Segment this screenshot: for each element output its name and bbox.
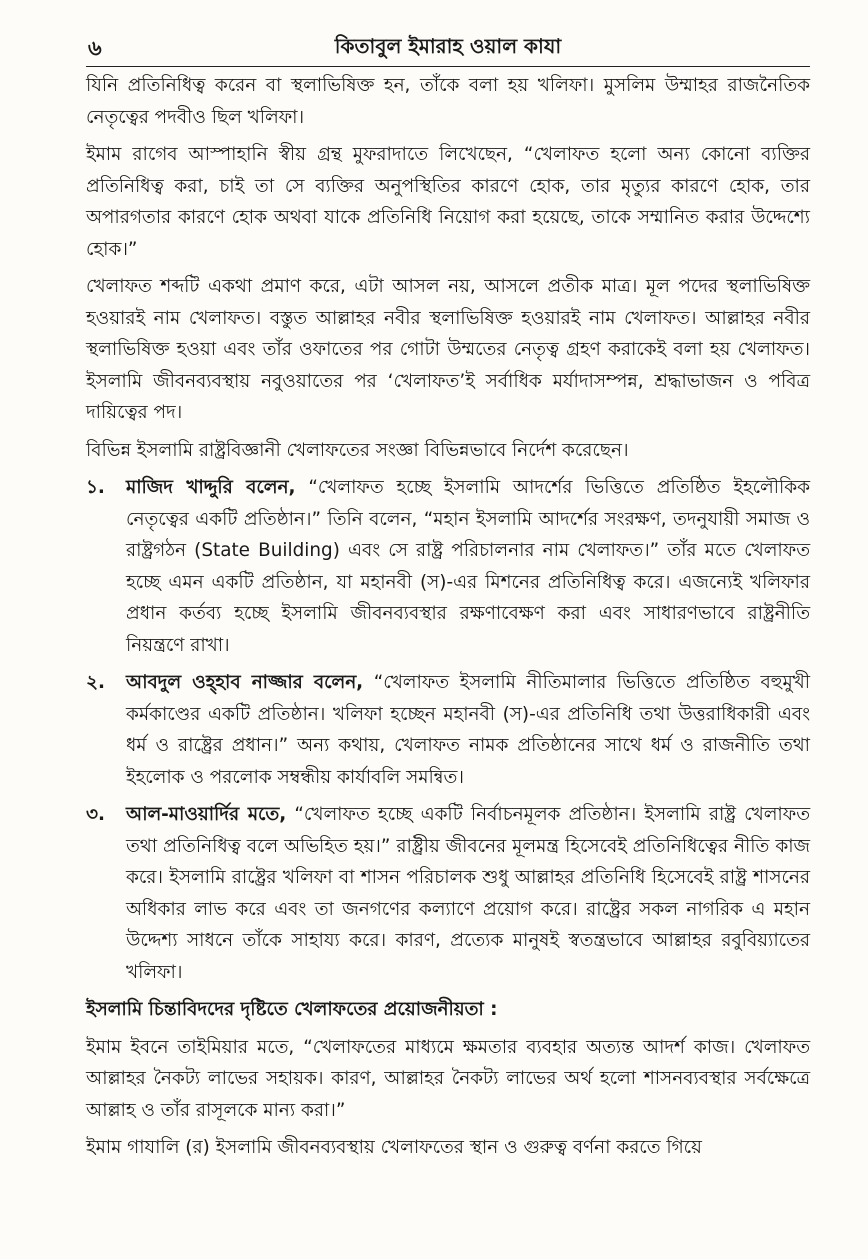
list-item-number: ২. (86, 672, 105, 693)
list-item (86, 472, 810, 661)
paragraph-khalifa-definition: যিনি প্রতিনিধিত্ব করেন বা স্থলাভিষিক্ত হন, তাঁকে বলা হয় খলিফা। মুসলিম উম্মাহর রাজনৈতিক নেতৃত্বের পদবীও ছিল খলিফা। (86, 75, 810, 128)
definitions-list (86, 472, 810, 988)
list-item (86, 799, 810, 988)
list-item-body: “খেলাফত হচ্ছে ইসলামি আদর্শের ভিত্তিতে প্রতিষ্ঠিত ইহলৌকিক নেতৃত্বের একটি প্রতিষ্ঠান।” তিনি বলেন, “মহান ইসলামি আদর্শের সংরক্ষণ, তদনুযায়ী সমাজ ও রাষ্ট্রগঠন (State Building) এবং সে রাষ্ট্র পরিচালনার নাম খেলাফত।” তাঁর মতে খেলাফত হচ্ছে এমন একটি প্রতিষ্ঠান, যা মহানবী (স)-এর মিশনের প্রতিনিধিত্ব করে। এজন্যেই খলিফার প্রধান কর্তব্য হচ্ছে ইসলামি জীবনব্যবস্থার রক্ষণাবেক্ষণ করা এবং সাধারণভাবে রাষ্ট্রনীতি নিয়ন্ত্রণে রাখা। (126, 477, 810, 656)
section-heading: ইসলামি চিন্তাবিদদের দৃষ্টিতে খেলাফতের প্রয়োজনীয়তা : (86, 999, 498, 1020)
list-item-text (126, 472, 810, 661)
list-item-number: ১. (86, 477, 105, 498)
paragraph-ibn-taymiyyah: ইমাম ইবনে তাইমিয়ার মতে, “খেলাফতের মাধ্যমে ক্ষমতার ব্যবহার অত্যন্ত আদর্শ কাজ। খেলাফত আল্লাহর নৈকট্য লাভের সহায়ক। কারণ, আল্লাহর নৈকট্য লাভের অর্থ হলো শাসনব্যবস্থার সর্বক্ষেত্রে আল্লাহ ও তাঁর রাসূলকে মান্য করা।” (86, 1036, 810, 1121)
list-item-speaker: মাজিদ খাদ্দুরি বলেন, (126, 477, 296, 498)
list-item (86, 667, 810, 793)
paragraph-raghib-quote: ইমাম রাগেব আস্পাহানি স্বীয় গ্রন্থ মুফরাদাতে লিখেছেন, “খেলাফত হলো অন্য কোনো ব্যক্তির প্রতিনিধিত্ব করা, চাই তা সে ব্যক্তির অনুপস্থিতির কারণে হোক, তার মৃত্যুর কারণে হোক, তার অপারগতার কারণে হোক অথবা যাকে প্রতিনিধি নিয়োগ করা হয়েছে, তাকে সম্মানিত করার উদ্দেশ্যে হোক।” (86, 144, 810, 260)
list-item-body: “খেলাফত ইসলামি নীতিমালার ভিত্তিতে প্রতিষ্ঠিত বহুমুখী কর্মকাণ্ডের একটি প্রতিষ্ঠান। খলিফা হচ্ছেন মহানবী (স)-এর প্রতিনিধি তথা উত্তরাধিকারী এবং ধর্ম ও রাষ্ট্রের প্রধান।” অন্য কথায়, খেলাফত নামক প্রতিষ্ঠানের সাথে ধর্ম ও রাজনীতি তথা ইহলোক ও পরলোক সম্বন্ধীয় কার্যাবলি সমন্বিত। (126, 672, 810, 788)
paragraph-khilafat-meaning: খেলাফত শব্দটি একথা প্রমাণ করে, এটা আসল নয়, আসলে প্রতীক মাত্র। মূল পদের স্থলাভিষিক্ত হওয়ারই নাম খেলাফত। বস্তুত আল্লাহর নবীর স্থলাভিষিক্ত হওয়ারই নাম খেলাফত। আল্লাহর নবীর স্থলাভিষিক্ত হওয়া এবং তাঁর ওফাতের পর গোটা উম্মতের নেতৃত্ব গ্রহণ করাকেই বলা হয় খেলাফত। ইসলামি জীবনব্যবস্থায় নবুওয়াতের পর ‘খেলাফত’ই সর্বাধিক মর্যাদাসম্পন্ন, শ্রদ্ধাভাজন ও পবিত্র দায়িত্বের পদ। (86, 276, 810, 423)
list-item-body: “খেলাফত হচ্ছে একটি নির্বাচনমূলক প্রতিষ্ঠান। ইসলামি রাষ্ট্র খেলাফত তথা প্রতিনিধিত্ব বলে অভিহিত হয়।” রাষ্ট্রীয় জীবনের মূলমন্ত্র হিসেবেই প্রতিনিধিত্বের নীতি কাজ করে। ইসলামি রাষ্ট্রের খলিফা বা শাসন পরিচালক শুধু আল্লাহর প্রতিনিধি হিসেবেই রাষ্ট্র শাসনের অধিকার লাভ করে এবং তা জনগণের কল্যাণে প্রয়োগ করে। রাষ্ট্রের সকল নাগরিক এ মহান উদ্দেশ্য সাধনে তাঁকে সাহায্য করে। কারণ, প্রত্যেক মানুষই স্বতন্ত্রভাবে আল্লাহর রবুবিয়্যাতের খলিফা। (126, 804, 811, 983)
page-number: ৬ (88, 36, 102, 60)
list-item-number: ৩. (86, 804, 105, 825)
paragraph-ghazali: ইমাম গাযালি (র) ইসলামি জীবনব্যবস্থায় খেলাফতের স্থান ও গুরুত্ব বর্ণনা করতে গিয়ে (86, 1137, 702, 1158)
list-item-text (126, 799, 810, 988)
list-item-speaker: আবদুল ওহ্হাব নাজ্জার বলেন, (126, 672, 364, 693)
paragraph-scholars-intro: বিভিন্ন ইসলামি রাষ্ট্রবিজ্ঞানী খেলাফতের সংজ্ঞা বিভিন্নভাবে নির্দেশ করেছেন। (86, 439, 629, 461)
page-body (86, 70, 810, 1164)
page-header (86, 28, 810, 67)
running-title: কিতাবুল ইমারাহ ওয়াল কাযা (334, 34, 562, 58)
list-item-speaker: আল-মাওয়ার্দির মতে, (126, 804, 287, 825)
list-item-text (126, 667, 810, 793)
